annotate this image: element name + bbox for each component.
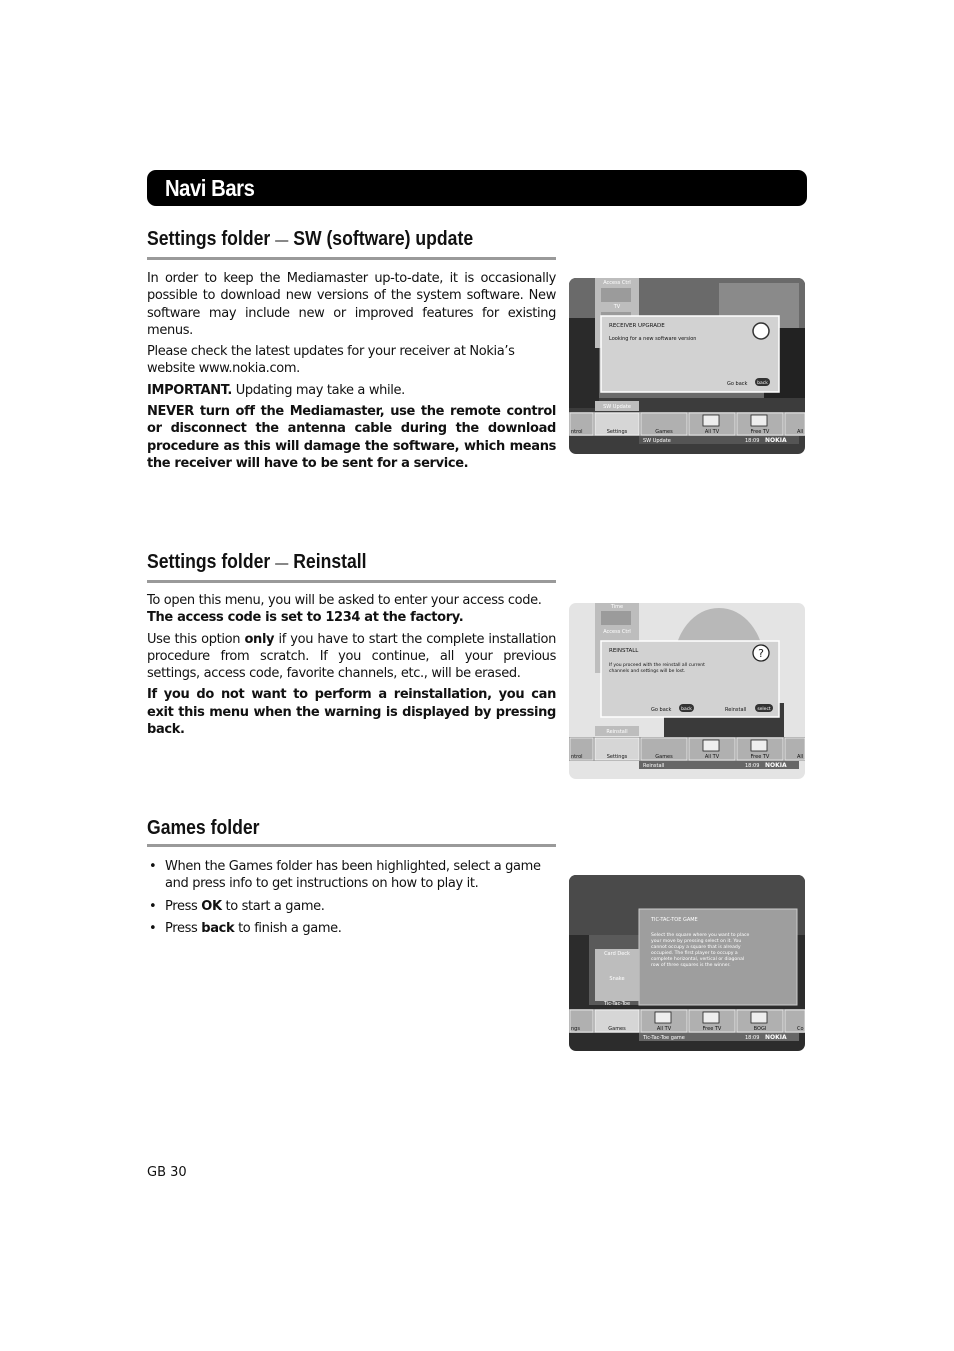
back-button-label: back [757, 381, 768, 386]
dialog-title: RECEIVER UPGRADE [609, 323, 665, 329]
menu-item-selected: SW Update [603, 404, 631, 410]
globe-icon [753, 323, 769, 339]
bar-item: Games [655, 429, 673, 435]
select-button-label: select [757, 707, 771, 712]
go-back-label: Go back [727, 381, 748, 387]
status-time: 18:09 [745, 438, 760, 444]
dialog-line: occupied. The first player to occupy a [651, 951, 738, 956]
dialog-line: Select the square where you want to place [651, 933, 750, 938]
heading-main: Settings folder [147, 551, 271, 573]
nokia-logo: NOKIA [765, 437, 787, 444]
go-back-label: Go back [651, 707, 672, 713]
menu-item: Access Ctrl [603, 629, 631, 635]
page-number: GB 30 [147, 1165, 187, 1180]
dialog-line: row of three squares is the winner. [651, 963, 731, 968]
bar-item: Games [655, 754, 673, 760]
menu-item: Card Deck [604, 951, 630, 957]
warning-bold: If you do not want to perform a reinstallation, you can exit this menu when the warning is displayed by pressing back. [147, 687, 556, 738]
menu-item-selected: Reinstall [606, 729, 628, 735]
bar-item: Settings [606, 429, 628, 435]
dialog-text: Looking for a new software version [609, 336, 697, 342]
warning-text [147, 686, 556, 738]
status-text: SW Update [643, 438, 671, 444]
text-span: Press [165, 898, 202, 914]
status-time: 18:09 [745, 1035, 760, 1041]
bar-item: ngs [571, 1026, 580, 1032]
nokia-logo: NOKIA [765, 762, 787, 769]
screenshot-receiver-upgrade [569, 278, 805, 454]
menu-item: Snake [609, 976, 625, 982]
bar-item: BOGI [753, 1026, 767, 1032]
menu-item-selected: Tic-Tac-Toe [603, 1001, 631, 1007]
nokia-logo: NOKIA [765, 1034, 787, 1041]
question-mark: ? [758, 647, 764, 660]
dialog-title: REINSTALL [609, 648, 639, 654]
bar-item: All TV [656, 1026, 672, 1032]
section-body-sw-update [147, 270, 556, 476]
bar-item: Co [797, 1026, 804, 1032]
important-label: IMPORTANT. [147, 382, 232, 398]
warning-bold: NEVER turn off the Mediamaster, use the remote control or disconnect the antenna cable during the download procedure as this will damage the software, which means the receiver will have to be sent for a service. [147, 404, 556, 471]
dialog-line: complete horizontal, vertical or diagonal [651, 957, 745, 962]
paragraph: In order to keep the Mediamaster up-to-date, it is occasionally possible to download new versions of the system software. New software may include new or improved features for existing menus. [147, 271, 556, 338]
bar-item: Free TV [750, 429, 770, 435]
heading-main: Games folder [147, 817, 260, 839]
menu-item: TV [613, 304, 621, 310]
text-bold: only [244, 631, 275, 647]
bar-item: ntrol [571, 754, 583, 760]
dialog-title: TIC-TAC-TOE GAME [651, 917, 698, 923]
dialog-text: If you proceed with the reinstall all current [609, 663, 705, 668]
important-text: Updating may take a while. [231, 382, 405, 398]
bar-item: Settings [606, 754, 628, 760]
heading-dash: — [275, 555, 289, 572]
paragraph: To open this menu, you will be asked to enter your access code. [147, 593, 542, 608]
chapter-banner [147, 170, 807, 206]
text-bold: OK [201, 898, 222, 914]
heading-main: Settings folder [147, 228, 271, 250]
bar-item: Free TV [702, 1026, 722, 1032]
list-item [147, 920, 556, 937]
list-item [147, 858, 556, 893]
section-heading-sw-update [147, 226, 556, 260]
bar-item: All [797, 429, 804, 435]
list-item [147, 898, 556, 915]
status-text: Tic-Tac-Toe game [643, 1035, 685, 1041]
heading-rest: Reinstall [293, 551, 367, 573]
heading-dash: — [275, 232, 289, 249]
section-heading-games [147, 815, 556, 847]
dialog-line: cannot occupy a square that is already [651, 945, 741, 950]
bar-item: Free TV [750, 754, 770, 760]
bullet-list [147, 858, 556, 937]
section-body-reinstall [147, 592, 556, 742]
section-body-games [147, 858, 556, 942]
status-text: Reinstall [643, 763, 665, 769]
text-span: When the Games folder has been highlighted, select a game and press info to get instructions on how to play it. [165, 859, 541, 892]
bar-item: All TV [704, 754, 720, 760]
back-button-label: back [681, 707, 692, 712]
menu-item: Access Ctrl [603, 280, 631, 286]
text-span: Use this option [147, 631, 245, 647]
text-span: to finish a game. [234, 920, 342, 936]
reinstall-label: Reinstall [725, 707, 747, 713]
dialog-line: your move by pressing select on it. You [651, 939, 742, 944]
text-bold: back [201, 920, 235, 936]
menu-item: Time [610, 604, 624, 610]
text-span: to start a game. [221, 898, 325, 914]
important-note [147, 382, 556, 399]
chapter-title: Navi Bars [165, 175, 255, 201]
paragraph [147, 631, 556, 683]
access-code-note [147, 609, 556, 626]
bar-item: ntrol [571, 429, 583, 435]
bar-item: Games [608, 1026, 626, 1032]
heading-rest: SW (software) update [293, 228, 474, 250]
screenshot-reinstall [569, 603, 805, 779]
text-span: if you have to start the complete installation procedure from scratch. If you continue, all your previous settings, access code, favorite channels, etc., will be erased. [147, 631, 556, 682]
text-span: Press [165, 920, 202, 936]
access-code-bold: The access code is set to 1234 at the factory. [147, 610, 464, 626]
dialog-text: channels and settings will be lost. [609, 669, 686, 674]
bar-item: All [797, 754, 804, 760]
bar-item: All TV [704, 429, 720, 435]
warning-text [147, 403, 556, 472]
section-heading-reinstall [147, 549, 556, 583]
status-time: 18:09 [745, 763, 760, 769]
screenshot-tic-tac-toe [569, 875, 805, 1051]
paragraph: Please check the latest updates for your receiver at Nokia’s website www.nokia.com. [147, 344, 515, 377]
